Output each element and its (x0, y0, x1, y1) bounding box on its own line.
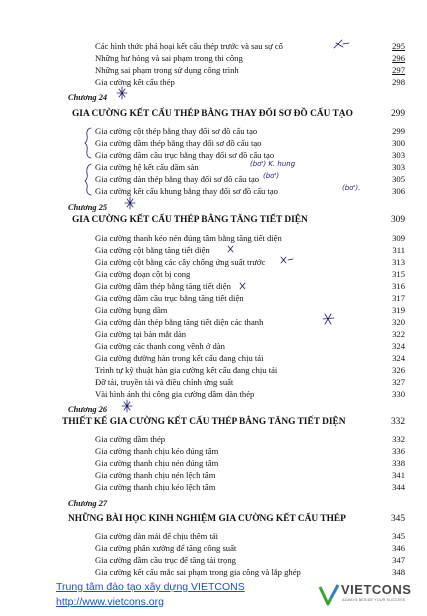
toc-entry-page: 317 (392, 293, 405, 303)
toc-entry-page: 330 (392, 389, 405, 399)
handwritten-note: (bơ') K. hung (250, 160, 296, 168)
pen-brace-mark (85, 164, 91, 195)
toc-entry (95, 329, 405, 340)
toc-entry-page: 315 (392, 269, 405, 279)
toc-entry-title: Gia cường dầm thép bằng thay đổi sơ đồ cấu tạo (95, 138, 262, 148)
toc-entry-page: 338 (392, 458, 405, 468)
vietcons-logo (318, 580, 418, 610)
pen-asterisk-mark (117, 87, 127, 99)
toc-entry (95, 53, 405, 64)
chapter-title-text: GIA CƯỜNG KẾT CẤU THÉP BẰNG THAY ĐỔI SƠ ĐỒ CẤU TẠO (72, 109, 353, 119)
chapter-label: Chương 24 (68, 93, 108, 102)
toc-entry-page: 305 (392, 174, 405, 184)
handwritten-note: (bơ') (263, 172, 280, 180)
toc-entry-page: 320 (392, 317, 405, 327)
toc-entry-title: Những hư hỏng và sai phạm trong thi công (95, 53, 243, 63)
toc-entry-title: Gia cường bụng dầm (95, 305, 168, 315)
toc-entry-page: 345 (392, 531, 405, 541)
toc-entry-page: 299 (392, 126, 405, 136)
toc-entry (95, 41, 405, 52)
toc-entry-page: 316 (392, 281, 405, 291)
toc-entry (95, 245, 405, 256)
vietcons-logo-tagline: ALWAYS BESIDE YOUR SUCCESS (342, 598, 406, 602)
toc-entry-title: Trình tự kỹ thuật hàn gia cường kết cấu đang chịu tải (95, 365, 278, 375)
toc-entry-page: 324 (392, 353, 405, 363)
toc-entry-page: 303 (392, 162, 405, 172)
toc-entry-title: Gia cường thanh chịu nén đúng tâm (95, 458, 219, 468)
vietcons-logo-text: VIETCONS (341, 582, 412, 597)
toc-entry (95, 377, 405, 388)
toc-entry-title: Gia cường dầm thép (95, 434, 166, 444)
toc-entry-page: 313 (392, 257, 405, 267)
toc-entry-page: 326 (392, 365, 405, 375)
toc-entry-title: Gia cường cột bằng tăng tiết diện (95, 245, 210, 255)
chapter-label: Chương 25 (68, 203, 108, 212)
toc-entry (95, 482, 405, 493)
toc-entry-page: 346 (392, 543, 405, 553)
toc-entry (95, 434, 405, 445)
pen-asterisk-mark (125, 197, 135, 209)
toc-entry (95, 257, 405, 268)
toc-entry-title: Những sai phạm trong sử dụng công trình (95, 65, 239, 75)
toc-entry-title: Vài hình ảnh thi công gia cường dầm dàn thép (95, 389, 255, 399)
toc-entry-page: 332 (392, 434, 405, 444)
vietcons-logo-icon (318, 583, 340, 607)
toc-entry-page: 296 (392, 53, 405, 63)
toc-entry-page: 297 (392, 65, 405, 75)
toc-entry (95, 138, 405, 149)
toc-entry-title: Gia cường đường hàn trong kết cấu đang chịu tải (95, 353, 264, 363)
chapter-title-text: THIẾT KẾ GIA CƯỜNG KẾT CẤU THÉP BẰNG TĂNG TIẾT DIỆN (62, 417, 346, 427)
vietcons-site-link[interactable]: Trung tâm đào tạo xây dựng VIETCONS (56, 581, 245, 593)
pen-brace-mark (85, 128, 91, 158)
toc-entry-page: 322 (392, 329, 405, 339)
pen-asterisk-mark (122, 400, 132, 412)
toc-entry (95, 555, 405, 566)
toc-entry (95, 531, 405, 542)
toc-entry (95, 353, 405, 364)
toc-entry-page: 319 (392, 305, 405, 315)
toc-entry-page: 348 (392, 567, 405, 577)
chapter-page: 309 (390, 215, 405, 225)
toc-entry-title: Gia cường hệ kết cấu dầm sàn (95, 162, 199, 172)
toc-entry (95, 543, 405, 554)
toc-entry (95, 233, 405, 244)
toc-entry-page: 295 (392, 41, 405, 51)
toc-entry-title: Gia cường dầm cầu trục bằng thay đổi sơ đồ cấu tạo (95, 150, 275, 160)
toc-entry-page: 306 (392, 186, 405, 196)
toc-entry (95, 446, 405, 457)
toc-entry-title: Gia cường cột bằng các cây chống ứng suất trước (95, 257, 266, 267)
chapter-label: Chương 27 (68, 499, 108, 508)
toc-entry-page: 309 (392, 233, 405, 243)
toc-entry-title: Gia cường dàn thép bằng thay đổi sơ đồ cấu tạo (95, 174, 260, 184)
toc-entry-page: 324 (392, 341, 405, 351)
toc-entry (95, 317, 405, 328)
toc-entry-title: Gia cường các thanh cong vênh ở dàn (95, 341, 225, 351)
toc-entry-page: 341 (392, 470, 405, 480)
toc-entry (95, 458, 405, 469)
toc-entry-title: Các hình thức phá hoại kết cấu thép trước và sau sự cố (95, 41, 283, 51)
chapter-page: 345 (390, 514, 405, 524)
toc-entry (95, 567, 405, 578)
vietcons-url-link[interactable]: http://www.vietcons.org (56, 596, 164, 608)
chapter-page: 299 (390, 109, 405, 119)
toc-entry (95, 77, 405, 88)
toc-entry-page: 300 (392, 138, 405, 148)
toc-entry-title: Gia cường kết cấu khung bằng thay đổi sơ đồ cấu tạo (95, 186, 278, 196)
toc-entry (95, 281, 405, 292)
toc-entry-title: Gia cường thanh kéo nén đúng tâm bằng tăng tiết diện (95, 233, 282, 243)
chapter-label: Chương 26 (68, 405, 108, 414)
toc-entry (95, 305, 405, 316)
toc-entry-title: Đỡ tải, truyền tải và điều chỉnh ứng suất (95, 377, 234, 387)
toc-entry-title: Gia cường dầm thép bằng tăng tiết diện (95, 281, 231, 291)
toc-entry-title: Gia cường tại bản mắt dàn (95, 329, 187, 339)
toc-entry-title: Gia cường kết cấu thép (95, 77, 175, 87)
toc-entry-page: 347 (392, 555, 405, 565)
toc-entry-page: 344 (392, 482, 405, 492)
toc-entry-title: Gia cường thanh chịu kéo đúng tâm (95, 446, 219, 456)
toc-entry-page: 336 (392, 446, 405, 456)
toc-entry-title: Gia cường dàn thép bằng tăng tiết diện các thanh (95, 317, 264, 327)
toc-entry-title: Gia cường đoạn cột bị cong (95, 269, 191, 279)
toc-entry (95, 126, 405, 137)
toc-entry (95, 65, 405, 76)
toc-entry (95, 269, 405, 280)
chapter-title-text: NHỮNG BÀI HỌC KINH NGHIỆM GIA CƯỜNG KẾT CẤU THÉP (68, 514, 346, 524)
toc-entry-title: Gia cường cột thép bằng thay đổi sơ đồ cấu tạo (95, 126, 258, 136)
toc-entry (95, 293, 405, 304)
toc-entry-page: 327 (392, 377, 405, 387)
handwritten-note: (bơ'). (342, 184, 361, 192)
toc-entry (95, 389, 405, 400)
toc-entry-title: Gia cường thanh chịu nén lệch tâm (95, 470, 216, 480)
toc-entry-page: 298 (392, 77, 405, 87)
toc-entry-page: 311 (392, 245, 405, 255)
toc-entry-title: Gia cường phân xưởng để tăng công suất (95, 543, 237, 553)
toc-entry-title: Gia cường dầm cầu trục để tăng tải trọng (95, 555, 236, 565)
toc-entry-title: Gia cường dầm cầu trục bằng tăng tiết diện (95, 293, 244, 303)
toc-entry (95, 470, 405, 481)
toc-entry-title: Gia cường dàn mái để chịu thêm tải (95, 531, 219, 541)
chapter-title-text: GIA CƯỜNG KẾT CẤU THÉP BẰNG TĂNG TIẾT DIỆN (72, 215, 308, 225)
toc-entry (95, 341, 405, 352)
toc-entry-page: 303 (392, 150, 405, 160)
chapter-page: 332 (390, 417, 405, 427)
toc-entry-title: Gia cường thanh chịu kéo lệch tâm (95, 482, 216, 492)
toc-entry-title: Gia cường kết cấu mắc sai phạm trong gia công và lắp ghép (95, 567, 301, 577)
toc-entry (95, 365, 405, 376)
